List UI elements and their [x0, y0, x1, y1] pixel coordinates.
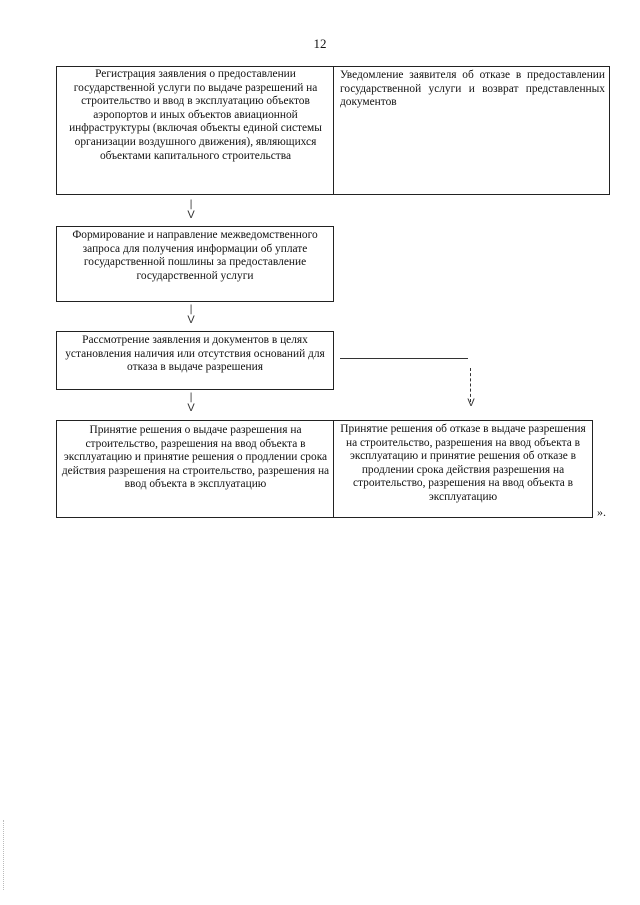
refusal-notification-box: [333, 66, 610, 195]
closing-mark: ».: [597, 505, 606, 519]
branch-connector-horizontal: [340, 358, 468, 359]
arrow-review-to-issue-decision: | V: [187, 392, 195, 414]
arrow-review-to-refusal-decision: V: [467, 397, 475, 409]
decision-refusal-text: Принятие решения об отказе в выдаче разрешения на строительство, разрешения на ввод объекта в эксплуатацию и принятие решения об отказе в продлении срока действия разрешения на строительство, разрешения на ввод объекта в эксплуатацию: [340, 423, 586, 503]
decision-issue-text: Принятие решения о выдаче разрешения на строительство, разрешения на ввод объекта в эксплуатацию и принятие решения о продлении срока действия разрешения на строительство, разрешения на ввод объекта в эксплуатацию: [61, 424, 330, 491]
refusal-notification-text: Уведомление заявителя об отказе в предоставлении государственной услуги и возврат представленных документов: [340, 69, 605, 109]
registration-box: [56, 66, 334, 195]
interagency-request-text: Формирование и направление межведомственного запроса для получения информации об уплате государственной пошлины за предоставление государственной услуги: [72, 229, 318, 282]
registration-text: Регистрация заявления о предоставлении государственной услуги по выдаче разрешений на строительство и ввод в эксплуатацию объектов аэропортов и иных объектов авиационной инфраструктуры (включая объекты единой системы организации воздушного движения), являющихся объектами капитального строительства: [69, 68, 322, 162]
arrow-request-to-review: | V: [187, 304, 195, 326]
page-number: 12: [313, 36, 327, 51]
interagency-request-box: [56, 226, 334, 302]
decision-issue-box: [56, 420, 334, 518]
review-text: Рассмотрение заявления и документов в целях установления наличия или отсутствия оснований для отказа в выдаче разрешения: [65, 334, 325, 374]
scan-edge-mark: [3, 820, 4, 890]
arrow-registration-to-request: | V: [187, 199, 195, 221]
decision-refusal-box: [333, 420, 593, 518]
review-box: [56, 331, 334, 390]
